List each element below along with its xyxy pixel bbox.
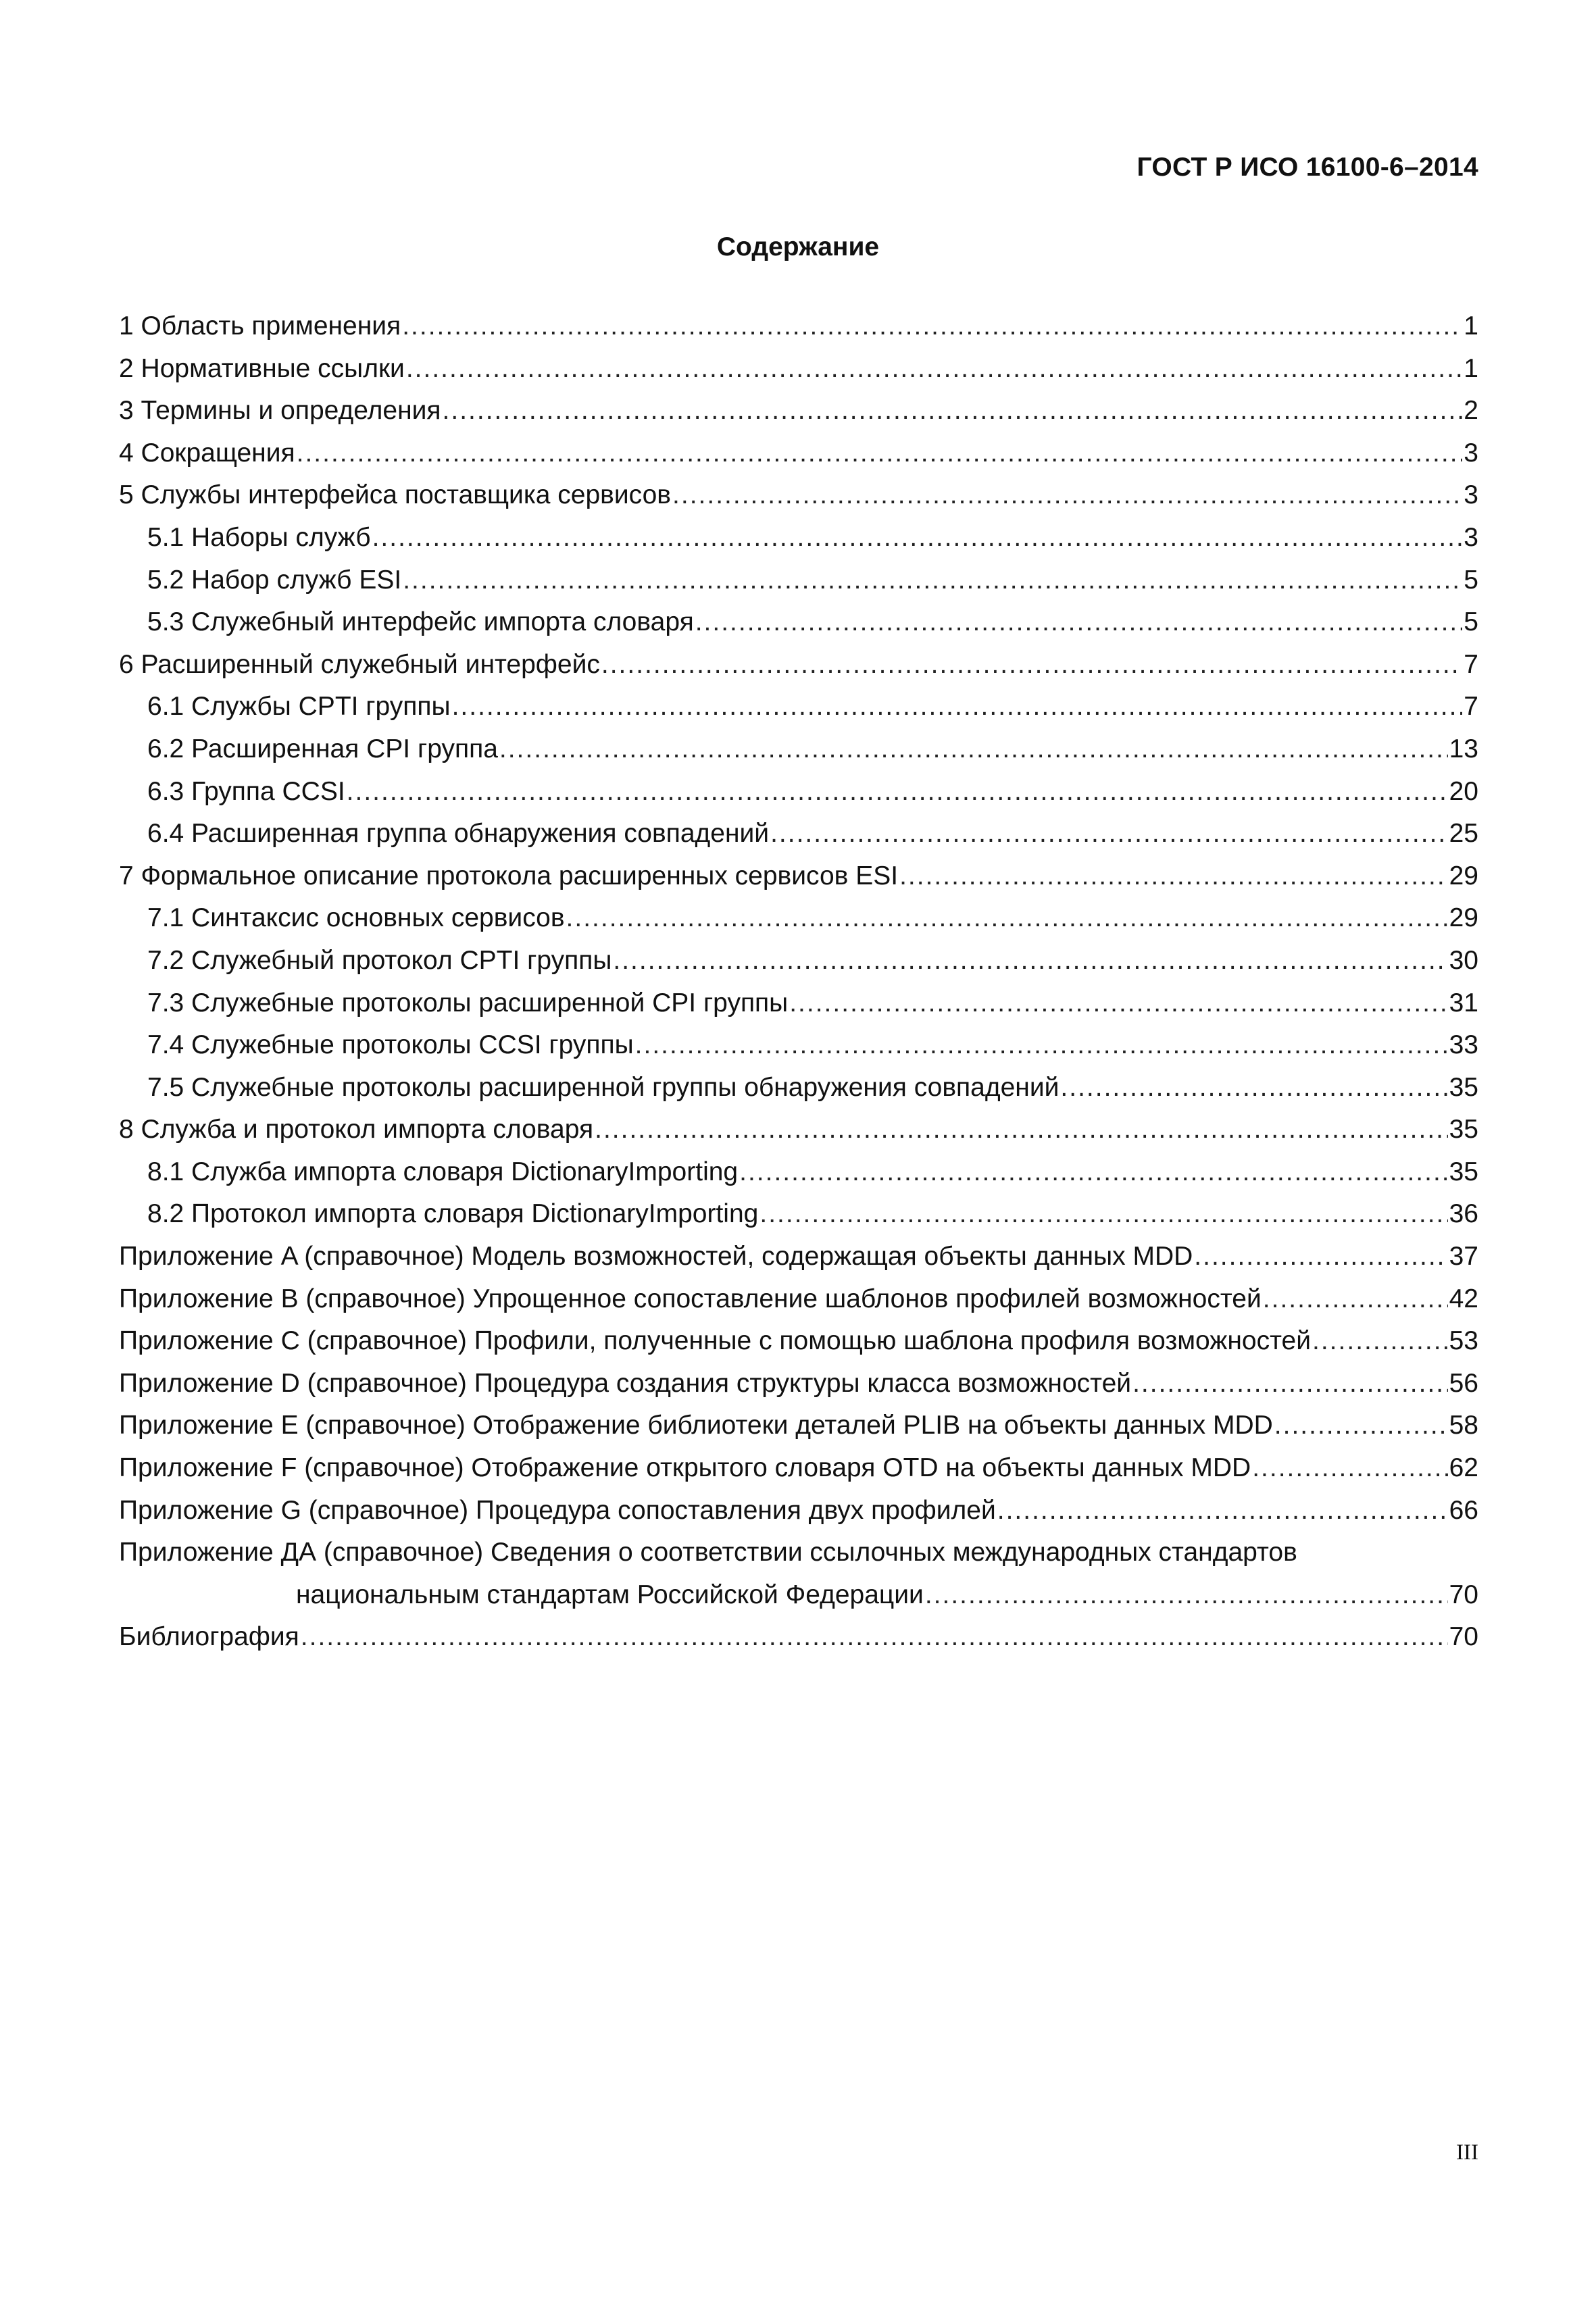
toc-entry-page: 42 [1449,1284,1478,1313]
toc-entry[interactable] [119,1320,1478,1363]
dot-leader [402,305,1462,348]
toc-entry-label: 7.1 Синтаксис основных сервисов [147,903,565,933]
toc-entry-page: 7 [1464,692,1478,722]
toc-entry-label: Приложение F (справочное) Отображение открытого словаря OTD на объекты данных MDD [119,1453,1251,1483]
toc-entry[interactable] [119,305,1478,348]
toc-entry-page: 1 [1464,353,1478,383]
toc-entry-page: 25 [1449,819,1478,849]
toc-entry-label: 5.2 Набор служб ESI [147,565,402,595]
toc-entry[interactable] [119,1236,1478,1278]
toc-entry[interactable] [119,348,1478,391]
toc-subentry[interactable] [119,897,1478,940]
dot-leader [1194,1236,1447,1278]
toc-entry-bibliography[interactable] [119,1616,1478,1659]
toc-entry[interactable] [119,1278,1478,1321]
toc-subentry[interactable] [119,813,1478,855]
toc-subentry[interactable] [119,728,1478,771]
toc-entry-page: 35 [1449,1157,1478,1186]
toc-entry-multiline-first[interactable] [119,1532,1478,1574]
toc-entry-page: 30 [1449,945,1478,975]
dot-leader [1132,1363,1448,1405]
toc-entry-page: 70 [1449,1580,1478,1609]
dot-leader [499,728,1448,771]
toc-entry-label: 8 Служба и протокол импорта словаря [119,1115,594,1145]
toc-entry[interactable] [119,1405,1478,1447]
toc-subentry[interactable] [119,686,1478,728]
toc-entry-label: Приложение E (справочное) Отображение библиотеки деталей PLIB на объекты данных MDD [119,1411,1273,1440]
dot-leader [372,517,1463,559]
toc-entry-page: 29 [1449,861,1478,890]
toc-title: Содержание [716,232,880,261]
dot-leader [635,1024,1448,1067]
dot-leader [297,432,1463,475]
dot-leader [347,771,1448,813]
toc-entry-page: 37 [1449,1242,1478,1272]
toc-entry-multiline-continuation[interactable] [119,1574,1478,1617]
toc-entry-label: 2 Нормативные ссылки [119,353,405,383]
toc-entry[interactable] [119,432,1478,475]
toc-entry[interactable] [119,390,1478,432]
toc-subentry[interactable] [119,771,1478,813]
toc-entry-page: 7 [1464,649,1478,679]
dot-leader [406,348,1462,391]
toc-entry-label: 5.3 Служебный интерфейс импорта словаря [147,607,694,637]
dot-leader [443,390,1463,432]
toc-entry-label: Библиография [119,1622,299,1652]
dot-leader [403,559,1462,602]
page-number: III [1456,2140,1478,2165]
toc-entry-label: 3 Термины и определения [119,396,441,426]
toc-entry-label: Приложение C (справочное) Профили, полученные с помощью шаблона профиля возможностей [119,1326,1312,1356]
toc-entry-label: Приложение A (справочное) Модель возможностей, содержащая объекты данных MDD [119,1242,1193,1272]
toc-entry-page: 53 [1449,1326,1478,1356]
toc-entry[interactable] [119,644,1478,686]
toc-entry-label: 6.4 Расширенная группа обнаружения совпадений [147,819,770,849]
toc-entry-page: 56 [1449,1368,1478,1398]
dot-leader [925,1574,1448,1617]
toc-subentry[interactable] [119,1067,1478,1109]
toc-entry-page: 66 [1449,1495,1478,1525]
toc-entry-label: 7.5 Служебные протоколы расширенной группы обнаружения совпадений [147,1072,1059,1102]
dot-leader [997,1490,1448,1532]
toc-entry-label: национальным стандартам Российской Федерации [296,1580,924,1609]
toc-entry-page: 20 [1449,776,1478,806]
dot-leader [601,644,1462,686]
toc-entry-page: 5 [1464,607,1478,637]
dot-leader [759,1193,1447,1236]
toc-entry[interactable] [119,474,1478,517]
toc-subentry[interactable] [119,1151,1478,1194]
toc-entry-label: 6 Расширенный служебный интерфейс [119,649,600,679]
toc-entry-label: Приложение G (справочное) Процедура сопоставления двух профилей [119,1495,996,1525]
dot-leader [672,474,1462,517]
toc-entry-page: 70 [1449,1622,1478,1652]
toc-entry-page: 2 [1464,396,1478,426]
toc-entry-page: 13 [1449,734,1478,763]
dot-leader [1274,1405,1448,1447]
toc-entry[interactable] [119,1363,1478,1405]
toc-entry-page: 35 [1449,1115,1478,1145]
table-of-contents [119,305,1478,1659]
toc-entry-label: 8.2 Протокол импорта словаря DictionaryImporting [147,1199,759,1229]
toc-entry[interactable] [119,855,1478,898]
toc-entry-page: 5 [1464,565,1478,595]
toc-entry-page: 3 [1464,480,1478,510]
toc-entry-page: 3 [1464,438,1478,468]
document-code: ГОСТ Р ИСО 16100-6–2014 [1137,153,1478,182]
dot-leader [613,940,1447,982]
toc-subentry[interactable] [119,1193,1478,1236]
toc-entry[interactable] [119,1109,1478,1151]
dot-leader [1312,1320,1448,1363]
toc-entry-label: 7 Формальное описание протокола расширенных сервисов ESI [119,861,899,890]
toc-entry-page: 33 [1449,1030,1478,1060]
toc-entry-page: 35 [1449,1072,1478,1102]
toc-entry-page: 29 [1449,903,1478,933]
toc-entry-page: 3 [1464,522,1478,552]
toc-entry-label: 6.3 Группа CCSI [147,776,345,806]
toc-entry-label: 1 Область применения [119,311,401,341]
toc-subentry[interactable] [119,601,1478,644]
toc-entry-label: 7.4 Служебные протоколы CCSI группы [147,1030,634,1060]
toc-entry-label: 5.1 Наборы служб [147,522,371,552]
toc-subentry[interactable] [119,1024,1478,1067]
toc-entry[interactable] [119,1490,1478,1532]
dot-leader [739,1151,1447,1194]
toc-entry-label: Приложение D (справочное) Процедура создания структуры класса возможностей [119,1368,1132,1398]
toc-entry-label: 5 Службы интерфейса поставщика сервисов [119,480,672,510]
dot-leader [595,1109,1448,1151]
dot-leader [452,686,1463,728]
toc-subentry[interactable] [119,940,1478,982]
dot-leader [789,982,1447,1025]
toc-subentry[interactable] [119,982,1478,1025]
toc-entry-label: 6.2 Расширенная CPI группа [147,734,498,763]
toc-entry-label: 7.2 Служебный протокол CPTI группы [147,945,612,975]
toc-subentry[interactable] [119,559,1478,602]
toc-entry-label: 6.1 Службы CPTI группы [147,692,451,722]
toc-entry-label: 7.3 Служебные протоколы расширенной CPI группы [147,988,789,1017]
toc-entry-label: 4 Сокращения [119,438,295,468]
dot-leader [1263,1278,1448,1321]
toc-entry-page: 58 [1449,1411,1478,1440]
toc-entry-label: Приложение B (справочное) Упрощенное сопоставление шаблонов профилей возможностей [119,1284,1262,1313]
dot-leader [566,897,1448,940]
dot-leader [770,813,1448,855]
dot-leader [1252,1447,1447,1490]
dot-leader [695,601,1463,644]
toc-subentry[interactable] [119,517,1478,559]
toc-entry-label: 8.1 Служба импорта словаря DictionaryImporting [147,1157,739,1186]
dot-leader [899,855,1448,898]
toc-entry[interactable] [119,1447,1478,1490]
toc-entry-page: 1 [1464,311,1478,341]
toc-entry-page: 36 [1449,1199,1478,1229]
toc-entry-page: 31 [1449,988,1478,1017]
toc-entry-page: 62 [1449,1453,1478,1483]
toc-entry-label: Приложение ДА (справочное) Сведения о соответствии ссылочных международных стандартов [119,1538,1297,1567]
dot-leader [1060,1067,1447,1109]
dot-leader [301,1616,1448,1659]
